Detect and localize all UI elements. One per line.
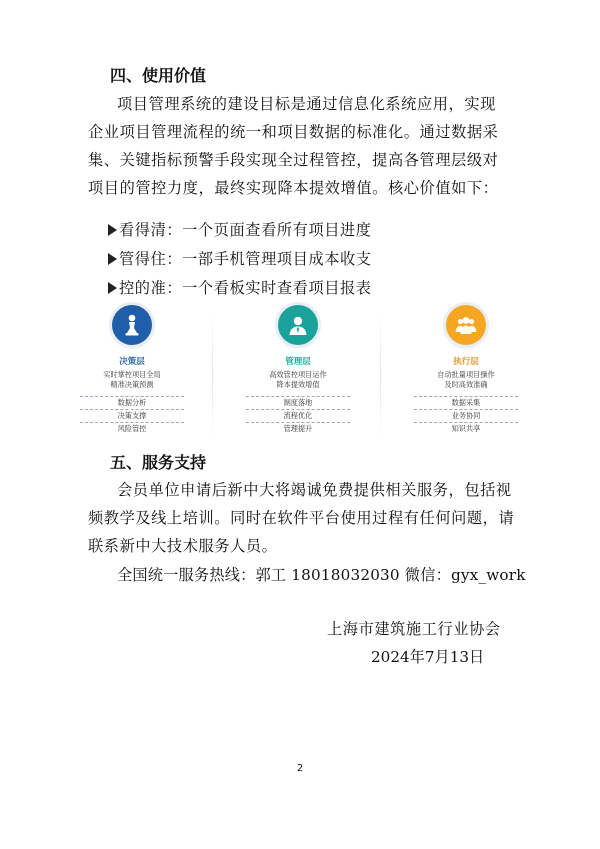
section-5-paragraph [88, 476, 514, 560]
card-item: 流程优化 [246, 409, 350, 422]
card-item: 数据采集 [414, 396, 518, 409]
card-decision-layer [72, 305, 192, 435]
card-title: 管理层 [285, 357, 311, 367]
card-item: 业务协同 [414, 409, 518, 422]
bullet-item: 控的准：一个看板实时查看项目报表 [108, 277, 372, 298]
arrow-bullet-icon [108, 282, 117, 294]
signature-date: 2024年7月13日 [371, 648, 485, 666]
card-description: 实时掌控项目全局 精准决策预测 [103, 370, 161, 389]
paragraph-line: 集、关键指标预警手段实现全过程管控，提高各管理层级对 [88, 151, 499, 169]
paragraph-line: 项目的管控力度，最终实现降本提效增值。核心价值如下： [88, 179, 499, 197]
paragraph-line: 频教学及线上培训。同时在软件平台使用过程有任何问题，请 [88, 509, 515, 527]
arrow-bullet-icon [108, 253, 117, 265]
bullet-item: 看得清：一个页面查看所有项目进度 [108, 219, 372, 240]
paragraph-line: 会员单位申请后新中大将竭诚免费提供相关服务，包括视 [117, 481, 512, 499]
arrow-bullet-icon [108, 224, 117, 236]
paragraph-line: 联系新中大技术服务人员。 [88, 537, 278, 555]
divider [380, 310, 381, 440]
service-hotline: 全国统一服务热线：郭工 18018032030 微信：gyx_work [117, 566, 526, 584]
card-item: 数据分析 [80, 396, 184, 409]
card-item: 知识共享 [414, 422, 518, 435]
card-description: 高效管控项目运作 降本提效增值 [269, 370, 327, 389]
section-5-heading: 五、服务支持 [110, 453, 207, 472]
section-4-paragraph [88, 90, 498, 202]
people-group-icon [446, 305, 486, 345]
card-execution-layer [406, 305, 526, 435]
card-management-layer [238, 305, 358, 435]
paragraph-line: 企业项目管理流程的统一和项目数据的标准化。通过数据采 [88, 123, 499, 141]
section-4-heading: 四、使用价值 [110, 66, 207, 85]
card-item: 管理提升 [246, 422, 350, 435]
person-icon [278, 305, 318, 345]
card-title: 执行层 [453, 357, 479, 367]
chess-pawn-icon [112, 305, 152, 345]
bullet-item: 管得住：一部手机管理项目成本收支 [108, 248, 372, 269]
card-item: 决策支撑 [80, 409, 184, 422]
page-number: 2 [296, 763, 304, 774]
paragraph-line: 项目管理系统的建设目标是通过信息化系统应用，实现 [117, 95, 496, 113]
card-item: 风险管控 [80, 422, 184, 435]
card-item: 制度落地 [246, 396, 350, 409]
card-description: 自动批量项目操作 及时高效准确 [437, 370, 495, 389]
divider [212, 310, 213, 440]
card-title: 决策层 [119, 357, 145, 367]
signature-organization: 上海市建筑施工行业协会 [327, 620, 501, 638]
